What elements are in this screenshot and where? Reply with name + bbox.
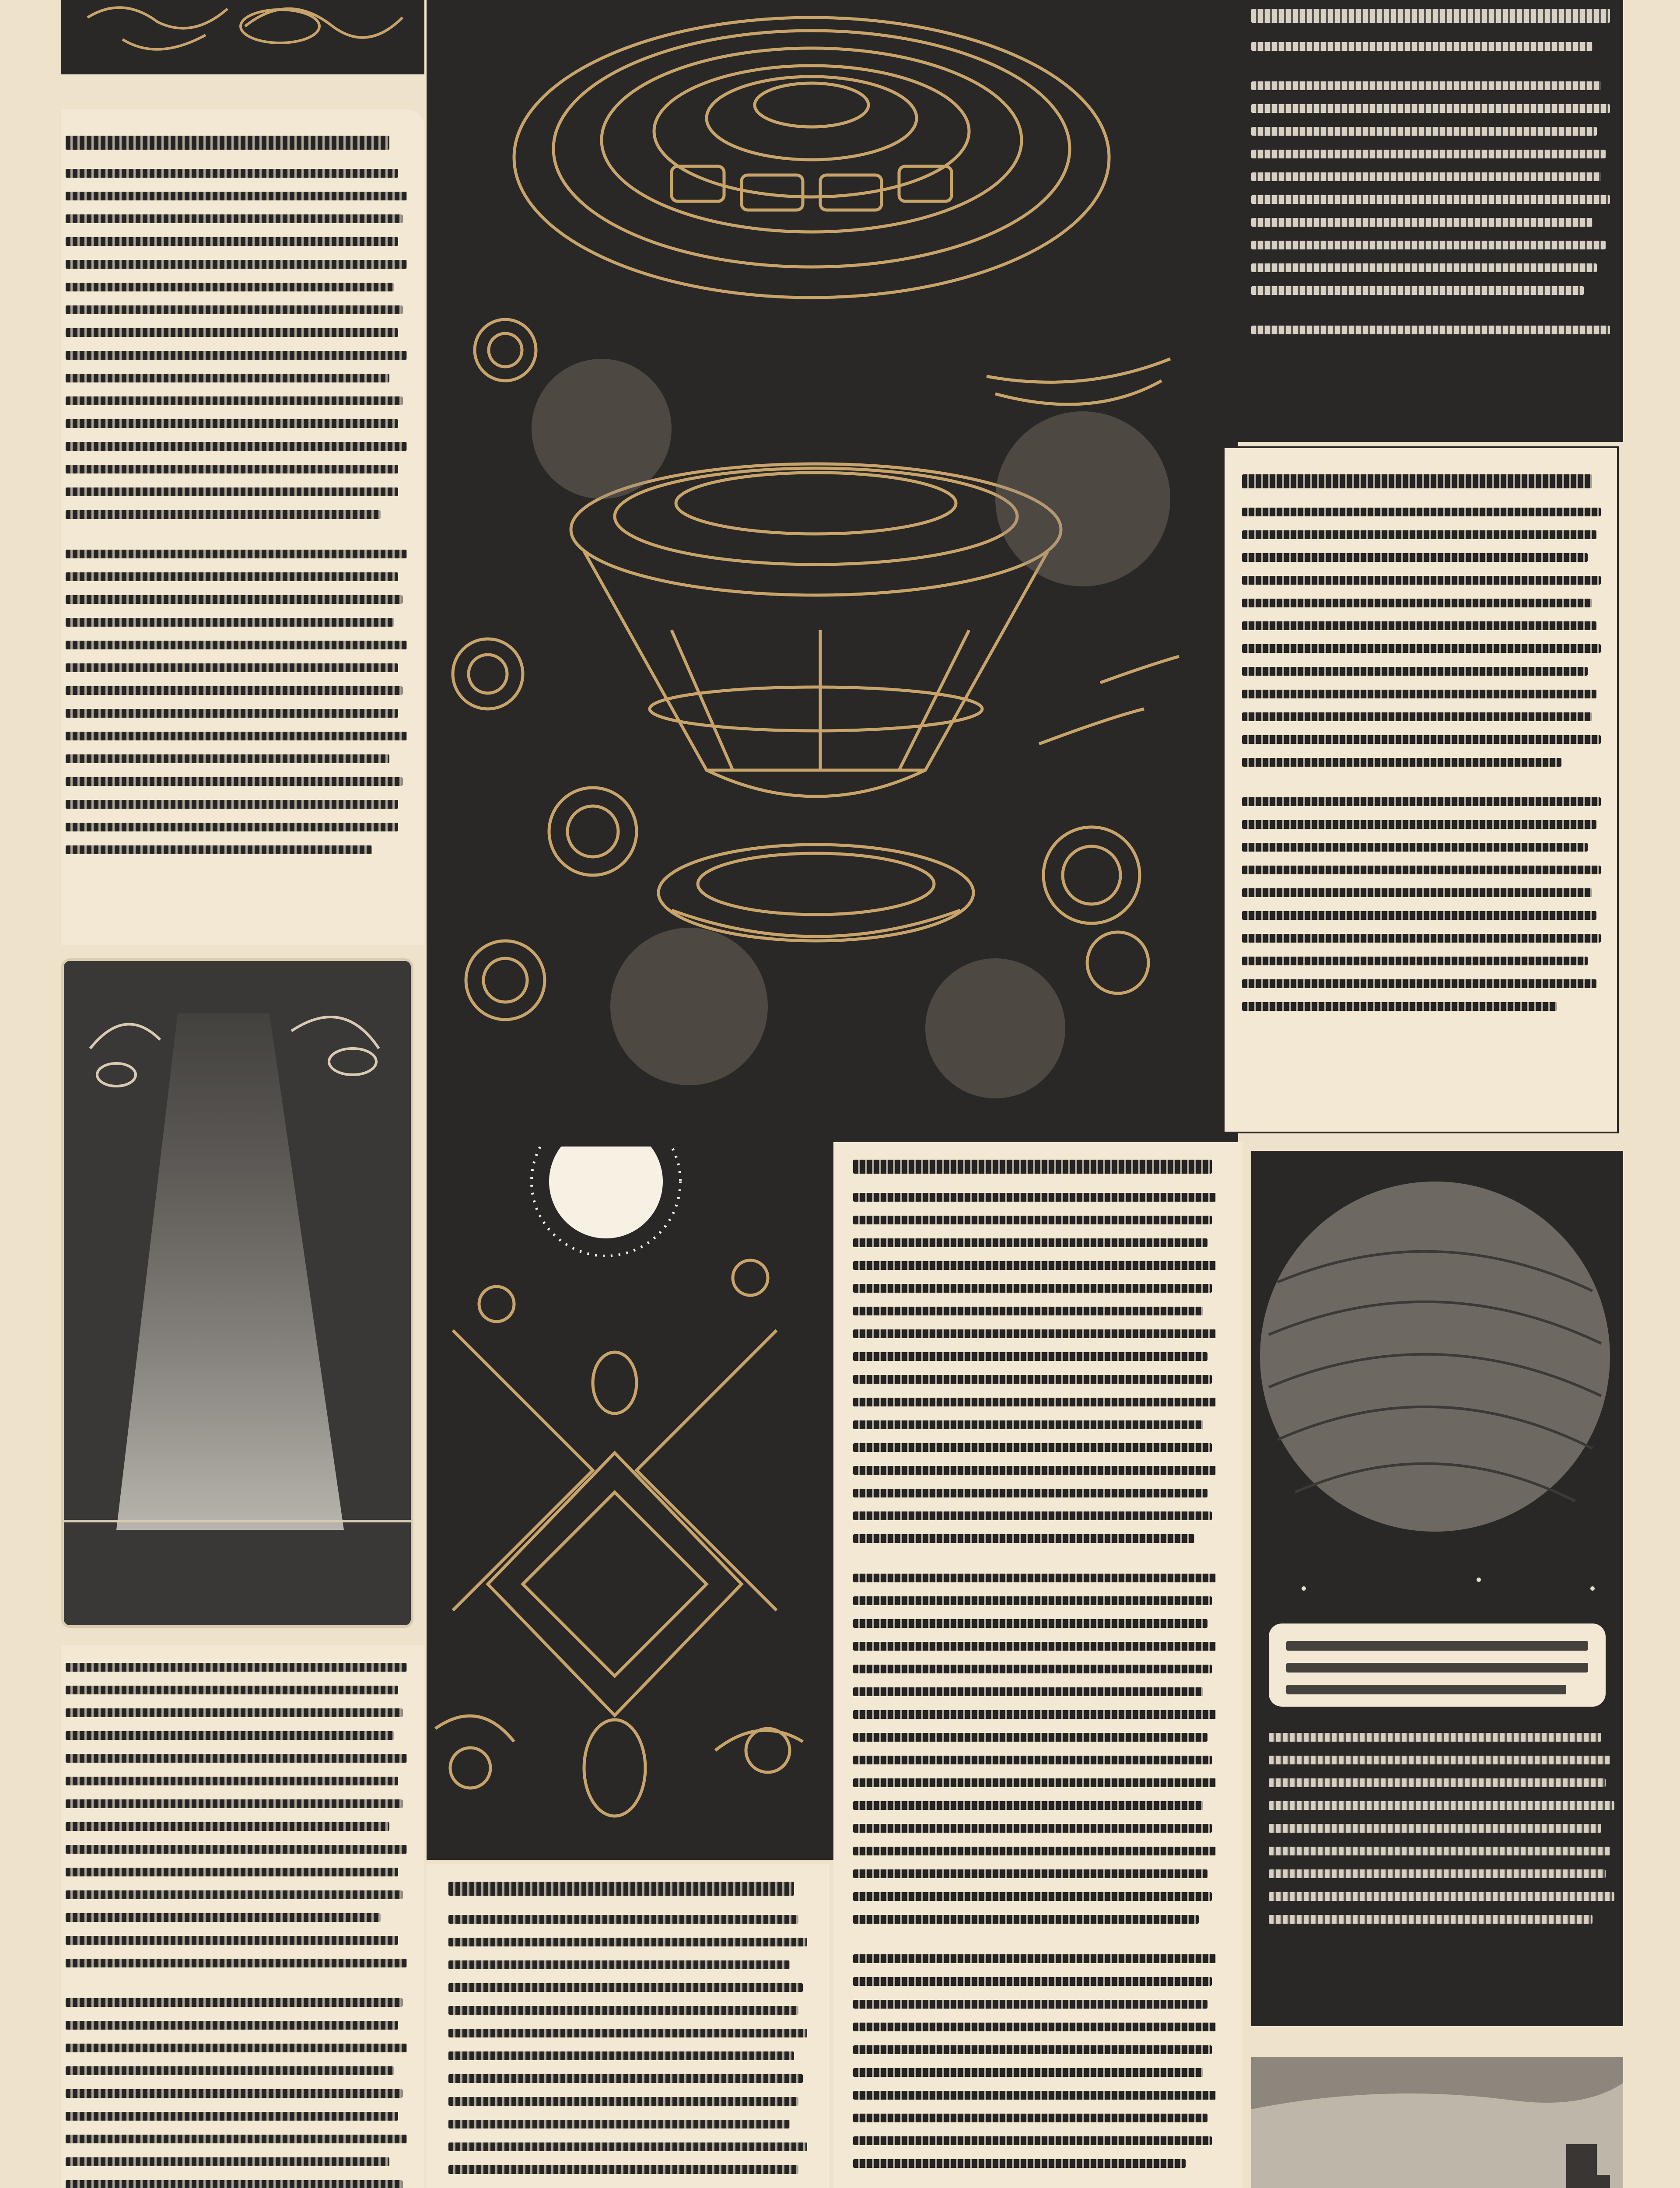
right-article-top <box>1238 0 1623 442</box>
planet-icon <box>1260 1182 1610 1532</box>
skyline-image <box>1251 2057 1623 2188</box>
banner-ornament-icon <box>61 0 424 74</box>
left-portrait-image <box>61 958 413 1628</box>
spiral-icon <box>475 319 536 381</box>
saucer-illustration <box>427 0 1238 1147</box>
center-article-bottom <box>427 1864 829 2188</box>
top-left-banner <box>61 0 424 74</box>
sun-ornament-panel <box>427 1147 833 1860</box>
center-right-article <box>833 1142 1242 2188</box>
right-article-middle <box>1223 446 1619 1133</box>
right-article-bottom <box>1251 1720 1623 2026</box>
portrait-icon <box>64 961 413 1628</box>
sun-icon <box>549 1147 663 1238</box>
skyline-icon <box>1251 2057 1623 2188</box>
saucer-icon <box>514 18 1109 298</box>
left-article-bottom <box>61 1645 424 2188</box>
cosmic-illustration-panel <box>427 0 1238 1147</box>
planet-image <box>1251 1151 1623 1720</box>
left-article-top <box>61 109 424 945</box>
